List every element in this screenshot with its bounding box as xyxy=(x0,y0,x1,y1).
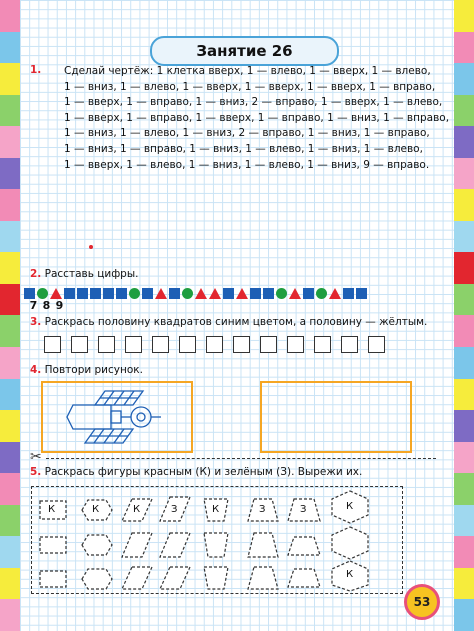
shape-sequence xyxy=(24,288,367,299)
task-1-dictation xyxy=(64,64,449,173)
lesson-title: Занятие 26 xyxy=(150,36,339,66)
empty-square[interactable] xyxy=(314,336,331,353)
circle-shape xyxy=(182,288,193,299)
dictation-line: 1 — вверх, 1 — вправо, 1 — вниз, 2 — вправо, 1 — вверх, 1 — влево, xyxy=(64,96,443,109)
circle-shape xyxy=(276,288,287,299)
empty-square[interactable] xyxy=(260,336,277,353)
square-shape xyxy=(223,288,234,299)
figure-label: К xyxy=(92,504,100,515)
square-shape xyxy=(103,288,114,299)
scissors-icon: ✂ xyxy=(30,449,42,465)
right-border-stripes xyxy=(454,0,474,631)
task-3-heading: 3. Раскрась половину квадратов синим цветом, а половину — жёлтым. xyxy=(30,316,428,328)
square-shape xyxy=(64,288,75,299)
circle-shape xyxy=(316,288,327,299)
figure-label: К xyxy=(346,501,354,512)
square-shape xyxy=(24,288,35,299)
left-border-stripes xyxy=(0,0,20,631)
square-shape xyxy=(250,288,261,299)
dictation-line: 1 — вверх, 1 — вправо, 1 — вверх, 1 — вправо, 1 — вниз, 1 — вправо, xyxy=(64,111,450,124)
satellite-drawing xyxy=(43,383,191,451)
square-shape xyxy=(77,288,88,299)
figure-label: З xyxy=(259,504,266,515)
copy-frame[interactable] xyxy=(260,381,412,453)
dictation-line: Сделай чертёж: 1 клетка вверх, 1 — влево, 1 — вверх, 1 — влево, xyxy=(64,65,431,77)
dictation-line: 1 — вверх, 1 — влево, 1 — вниз, 1 — влево, 1 — вниз, 9 — вправо. xyxy=(64,158,430,171)
empty-square[interactable] xyxy=(179,336,196,353)
figure-label: К xyxy=(48,504,56,515)
empty-square[interactable] xyxy=(206,336,223,353)
circle-shape xyxy=(129,288,140,299)
triangle-shape xyxy=(155,288,167,299)
square-shape xyxy=(90,288,101,299)
empty-square[interactable] xyxy=(341,336,358,353)
task-5-heading: 5. Раскрась фигуры красным (К) и зелёным (З). Вырежи их. xyxy=(30,466,363,478)
circle-shape xyxy=(37,288,48,299)
empty-square[interactable] xyxy=(152,336,169,353)
square-shape xyxy=(142,288,153,299)
figure-label: З xyxy=(300,504,307,515)
figure-label: К xyxy=(346,569,354,580)
triangle-shape xyxy=(236,288,248,299)
dictation-line: 1 — вниз, 1 — вправо, 1 — вниз, 1 — влево, 1 — вниз, 1 — влево, xyxy=(64,142,423,155)
square-shape xyxy=(263,288,274,299)
empty-square[interactable] xyxy=(71,336,88,353)
cut-out-area xyxy=(31,486,403,594)
figure-label: З xyxy=(171,504,178,515)
empty-square[interactable] xyxy=(44,336,61,353)
square-shape xyxy=(303,288,314,299)
task-1-number: 1. xyxy=(30,64,42,76)
empty-square[interactable] xyxy=(233,336,250,353)
square-shape xyxy=(169,288,180,299)
cut-line xyxy=(46,458,436,459)
figure-label: К xyxy=(133,504,141,515)
triangle-shape xyxy=(329,288,341,299)
square-shape xyxy=(356,288,367,299)
start-dot xyxy=(89,245,93,249)
task-2-heading: 2. Расставь цифры. xyxy=(30,268,139,280)
square-shape xyxy=(116,288,127,299)
task-4-heading: 4. Повтори рисунок. xyxy=(30,364,143,376)
dictation-line: 1 — вниз, 1 — влево, 1 — вверх, 1 — вверх, 1 — вверх, 1 — вправо, xyxy=(64,80,436,93)
worksheet-page xyxy=(20,0,454,631)
triangle-shape xyxy=(289,288,301,299)
triangle-shape xyxy=(195,288,207,299)
digit-labels: 7 8 9 xyxy=(29,299,64,312)
square-shape xyxy=(343,288,354,299)
dictation-line: 1 — вниз, 1 — влево, 1 — вниз, 2 — вправо, 1 — вниз, 1 — вправо, xyxy=(64,127,430,140)
empty-square[interactable] xyxy=(125,336,142,353)
triangle-shape xyxy=(209,288,221,299)
coloring-squares xyxy=(44,336,385,353)
empty-square[interactable] xyxy=(98,336,115,353)
sample-frame xyxy=(41,381,193,453)
empty-square[interactable] xyxy=(287,336,304,353)
page-number-badge: 53 xyxy=(404,584,440,620)
figure-label: К xyxy=(212,504,220,515)
empty-square[interactable] xyxy=(368,336,385,353)
triangle-shape xyxy=(50,288,62,299)
